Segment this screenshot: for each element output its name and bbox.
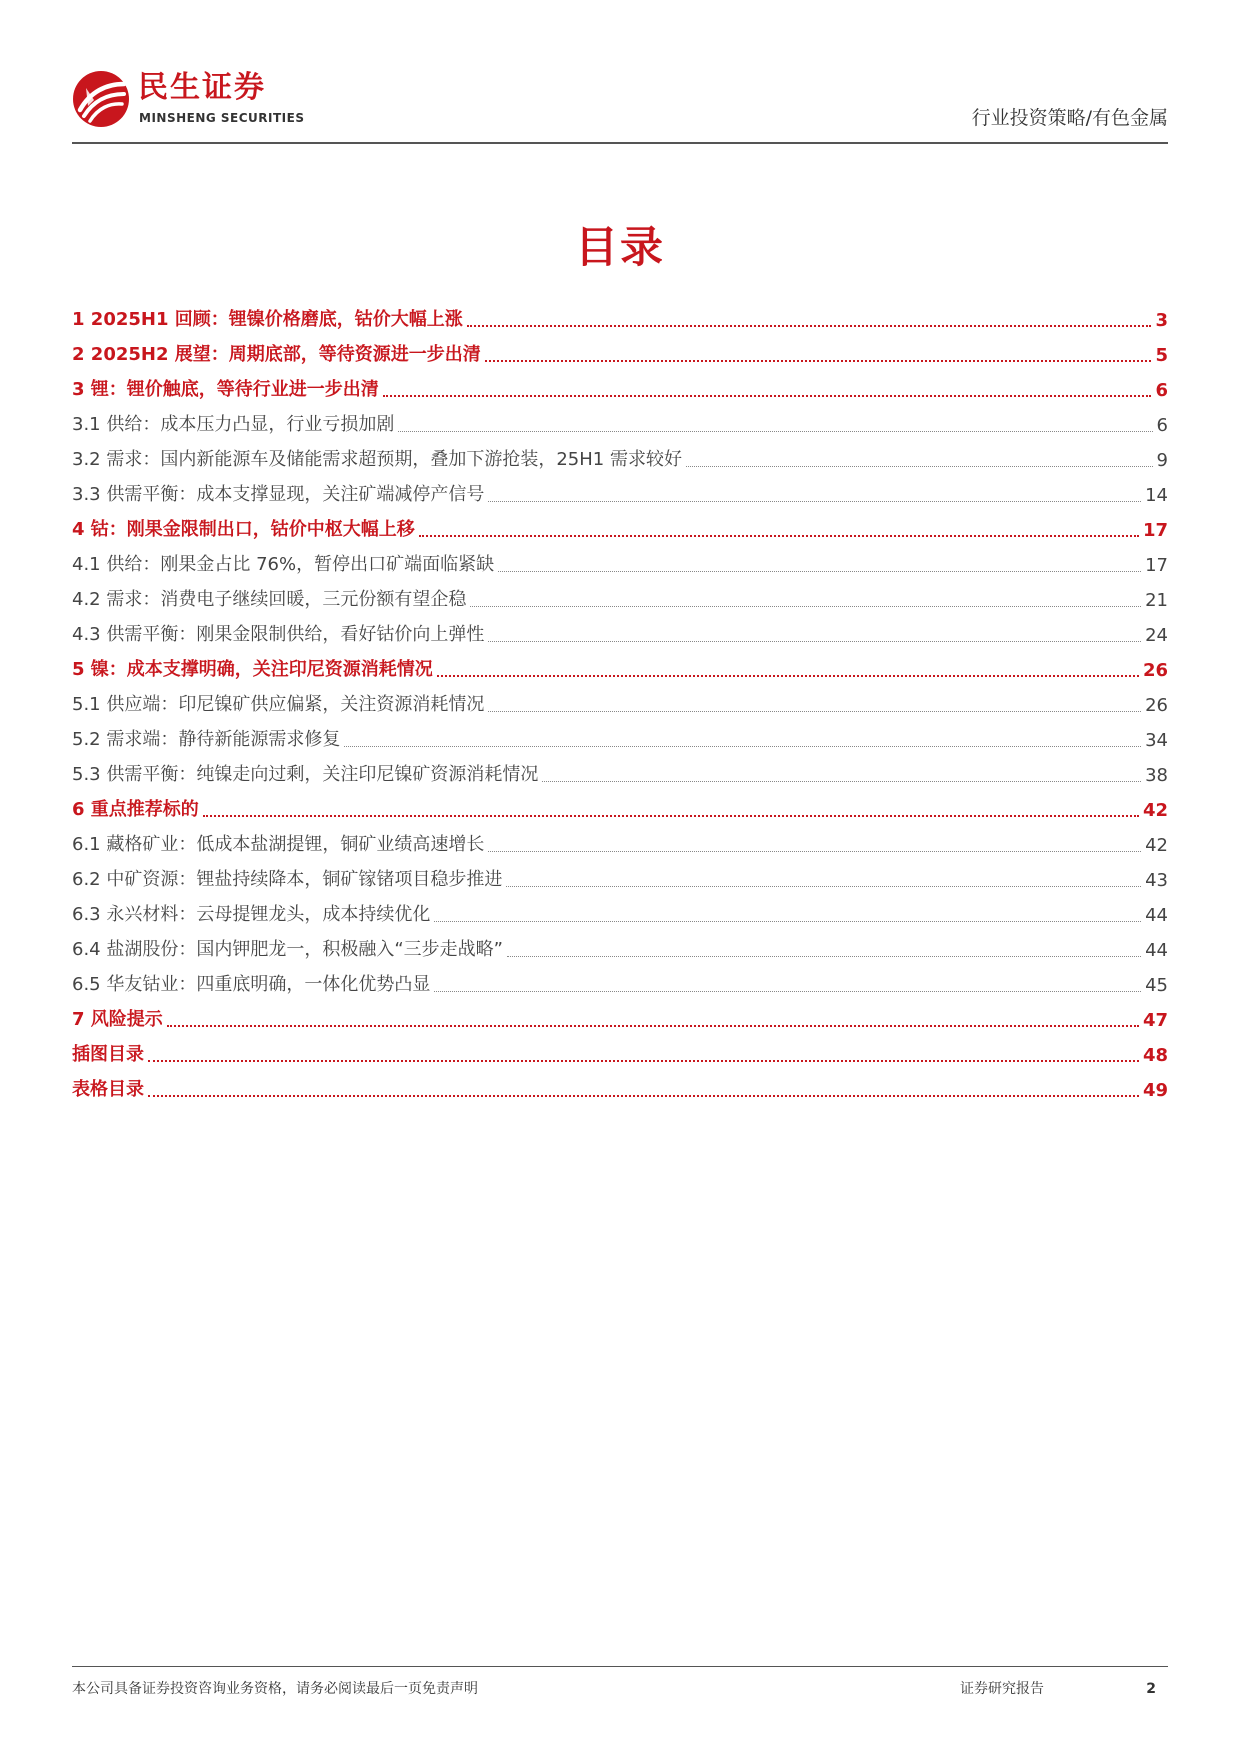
toc-entry-page: 9 <box>1156 450 1168 471</box>
toc-entry-label: 4.2 需求：消费电子继续回暖，三元份额有望企稳 <box>72 589 467 610</box>
toc-dot-leader <box>485 360 1152 362</box>
footer-disclaimer: 本公司具备证券投资咨询业务资格，请务必阅读最后一页免责声明 <box>72 1681 478 1697</box>
toc-entry-label: 3 锂：锂价触底，等待行业进一步出清 <box>72 379 379 400</box>
toc-entry-label: 5.1 供应端：印尼镍矿供应偏紧，关注资源消耗情况 <box>72 694 485 715</box>
toc-section-entry[interactable] <box>72 509 1168 544</box>
toc-subsection-entry[interactable] <box>72 929 1168 964</box>
toc-subsection-entry[interactable] <box>72 404 1168 439</box>
toc-entry-page: 42 <box>1142 800 1168 821</box>
toc-subsection-entry[interactable] <box>72 719 1168 754</box>
toc-dot-leader <box>434 921 1141 922</box>
toc-dot-leader <box>470 606 1141 607</box>
toc-section-entry[interactable] <box>72 1034 1168 1069</box>
minsheng-logo-icon <box>72 70 130 128</box>
toc-entry-page: 44 <box>1145 905 1168 926</box>
header-divider <box>72 142 1168 144</box>
toc-entry-page: 26 <box>1145 695 1168 716</box>
toc-dot-leader <box>488 851 1141 852</box>
toc-entry-label: 5.3 供需平衡：纯镍走向过剩，关注印尼镍矿资源消耗情况 <box>72 764 539 785</box>
table-of-contents <box>72 299 1168 1104</box>
brand-name-en: MINSHENG SECURITIES <box>139 111 305 125</box>
toc-entry-label: 4.1 供给：刚果金占比 76%，暂停出口矿端面临紧缺 <box>72 554 495 575</box>
toc-entry-page: 38 <box>1145 765 1168 786</box>
toc-dot-leader <box>506 886 1141 887</box>
toc-dot-leader <box>148 1095 1139 1097</box>
toc-entry-page: 34 <box>1145 730 1168 751</box>
toc-entry-label: 1 2025H1 回顾：锂镍价格磨底，钴价大幅上涨 <box>72 309 463 330</box>
toc-entry-label: 6.1 藏格矿业：低成本盐湖提锂，铜矿业绩高速增长 <box>72 834 485 855</box>
toc-subsection-entry[interactable] <box>72 614 1168 649</box>
toc-entry-page: 42 <box>1145 835 1168 856</box>
toc-entry-label: 5 镍：成本支撑明确，关注印尼资源消耗情况 <box>72 659 433 680</box>
toc-dot-leader <box>148 1060 1139 1062</box>
toc-dot-leader <box>542 781 1141 782</box>
toc-subsection-entry[interactable] <box>72 964 1168 999</box>
toc-dot-leader <box>398 431 1152 432</box>
toc-subsection-entry[interactable] <box>72 684 1168 719</box>
toc-subsection-entry[interactable] <box>72 544 1168 579</box>
toc-entry-label: 插图目录 <box>72 1044 144 1065</box>
footer-divider <box>72 1666 1168 1667</box>
toc-dot-leader <box>344 746 1141 747</box>
toc-section-entry[interactable] <box>72 1069 1168 1104</box>
toc-entry-label: 4 钴：刚果金限制出口，钴价中枢大幅上移 <box>72 519 415 540</box>
toc-entry-page: 5 <box>1155 345 1168 366</box>
toc-entry-label: 2 2025H2 展望：周期底部，等待资源进一步出清 <box>72 344 481 365</box>
toc-entry-page: 44 <box>1145 940 1168 961</box>
toc-dot-leader <box>488 711 1141 712</box>
toc-title: 目录 <box>575 223 665 273</box>
toc-dot-leader <box>203 815 1139 817</box>
page-header <box>72 68 1168 144</box>
toc-dot-leader <box>167 1025 1139 1027</box>
toc-subsection-entry[interactable] <box>72 579 1168 614</box>
page-footer <box>72 1666 1168 1706</box>
toc-entry-page: 14 <box>1145 485 1168 506</box>
toc-entry-page: 21 <box>1145 590 1168 611</box>
toc-entry-label: 7 风险提示 <box>72 1009 163 1030</box>
toc-dot-leader <box>686 466 1153 467</box>
toc-section-entry[interactable] <box>72 334 1168 369</box>
toc-subsection-entry[interactable] <box>72 474 1168 509</box>
toc-dot-leader <box>498 571 1141 572</box>
toc-entry-label: 6.5 华友钴业：四重底明确，一体化优势凸显 <box>72 974 431 995</box>
toc-entry-label: 3.3 供需平衡：成本支撑显现，关注矿端减停产信号 <box>72 484 485 505</box>
toc-entry-page: 26 <box>1142 660 1168 681</box>
toc-entry-label: 5.2 需求端：静待新能源需求修复 <box>72 729 341 750</box>
report-category: 行业投资策略/有色金属 <box>971 107 1168 129</box>
toc-section-entry[interactable] <box>72 299 1168 334</box>
toc-section-entry[interactable] <box>72 649 1168 684</box>
toc-entry-page: 47 <box>1142 1010 1168 1031</box>
toc-section-entry[interactable] <box>72 999 1168 1034</box>
toc-entry-page: 3 <box>1155 310 1168 331</box>
toc-dot-leader <box>434 991 1141 992</box>
toc-dot-leader <box>488 501 1141 502</box>
toc-entry-label: 6.4 盐湖股份：国内钾肥龙一，积极融入“三步走战略” <box>72 939 503 960</box>
toc-entry-page: 43 <box>1145 870 1168 891</box>
toc-entry-label: 4.3 供需平衡：刚果金限制供给，看好钴价向上弹性 <box>72 624 485 645</box>
toc-entry-page: 49 <box>1142 1080 1168 1101</box>
footer-report-type: 证券研究报告 <box>960 1681 1044 1697</box>
toc-entry-page: 24 <box>1145 625 1168 646</box>
brand-name-cn: 民生证券 <box>138 70 266 105</box>
toc-entry-page: 48 <box>1142 1045 1168 1066</box>
toc-section-entry[interactable] <box>72 789 1168 824</box>
brand-logo <box>72 68 312 138</box>
toc-dot-leader <box>467 325 1152 327</box>
toc-subsection-entry[interactable] <box>72 859 1168 894</box>
toc-entry-label: 6.3 永兴材料：云母提锂龙头，成本持续优化 <box>72 904 431 925</box>
toc-dot-leader <box>507 956 1141 957</box>
toc-section-entry[interactable] <box>72 369 1168 404</box>
toc-entry-page: 6 <box>1156 415 1168 436</box>
toc-entry-label: 表格目录 <box>72 1079 144 1100</box>
toc-dot-leader <box>437 675 1139 677</box>
toc-subsection-entry[interactable] <box>72 754 1168 789</box>
toc-dot-leader <box>419 535 1139 537</box>
toc-dot-leader <box>488 641 1141 642</box>
toc-dot-leader <box>383 395 1152 397</box>
page-number: 2 <box>1146 1681 1156 1697</box>
toc-subsection-entry[interactable] <box>72 824 1168 859</box>
toc-entry-page: 6 <box>1155 380 1168 401</box>
toc-entry-label: 3.2 需求：国内新能源车及储能需求超预期，叠加下游抢装，25H1 需求较好 <box>72 449 682 470</box>
toc-entry-page: 17 <box>1142 520 1168 541</box>
toc-entry-label: 6 重点推荐标的 <box>72 799 199 820</box>
toc-entry-label: 3.1 供给：成本压力凸显，行业亏损加剧 <box>72 414 395 435</box>
toc-entry-label: 6.2 中矿资源：锂盐持续降本，铜矿镓锗项目稳步推进 <box>72 869 503 890</box>
toc-entry-page: 45 <box>1145 975 1168 996</box>
toc-entry-page: 17 <box>1145 555 1168 576</box>
toc-subsection-entry[interactable] <box>72 894 1168 929</box>
toc-subsection-entry[interactable] <box>72 439 1168 474</box>
